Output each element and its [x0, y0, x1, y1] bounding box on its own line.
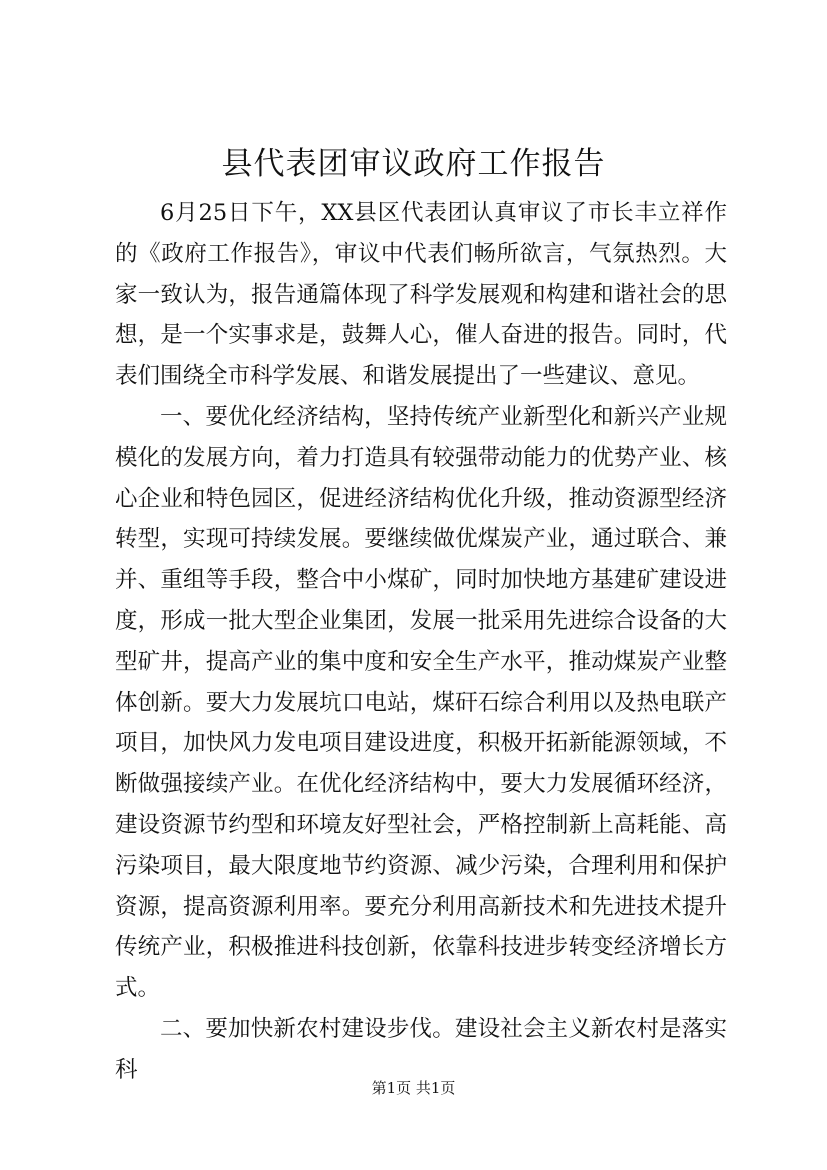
paragraph-intro: 6月25日下午，XX县区代表团认真审议了市长丰立祥作的《政府工作报告》，审议中代表们畅所欲言，气氛热烈。大家一致认为，报告通篇体现了科学发展观和构建和谐社会的思想，是一个实事求是，鼓舞人心，催人奋进的报告。同时，代表们围绕全市科学发展、和谐发展提出了一些建议、意见。	[115, 200, 727, 390]
paragraph-new-countryside: 二、要加快新农村建设步伐。建设社会主义新农村是落实科	[115, 1015, 727, 1083]
paragraph-economic-structure: 一、要优化经济结构，坚持传统产业新型化和新兴产业规模化的发展方向，着力打造具有较强带动能力的优势产业、核心企业和特色园区，促进经济结构优化升级，推动资源型经济转型，实现可持续发展。要继续做优煤炭产业，通过联合、兼并、重组等手段，整合中小煤矿，同时加快地方基建矿建设进度，形成一批大型企业集团，发展一批采用先进综合设备的大型矿井，提高产业的集中度和安全生产水平，推动煤炭产业整体创新。要大力发展坑口电站，煤矸石综合利用以及热电联产项目，加快风力发电项目建设进度，积极开拓新能源领域，不断做强接续产业。在优化经济结构中，要大力发展循环经济，建设资源节约型和环境友好型社会，严格控制新上高耗能、高污染项目，最大限度地节约资源、减少污染，合理利用和保护资源，提高资源利用率。要充分利用高新技术和先进技术提升传统产业，积极推进科技创新，依靠科技进步转变经济增长方式。	[115, 403, 727, 1002]
document-body	[115, 193, 727, 1091]
document-title: 县代表团审议政府工作报告	[221, 146, 606, 182]
page-number-footer: 第1页 共1页	[371, 1079, 456, 1097]
